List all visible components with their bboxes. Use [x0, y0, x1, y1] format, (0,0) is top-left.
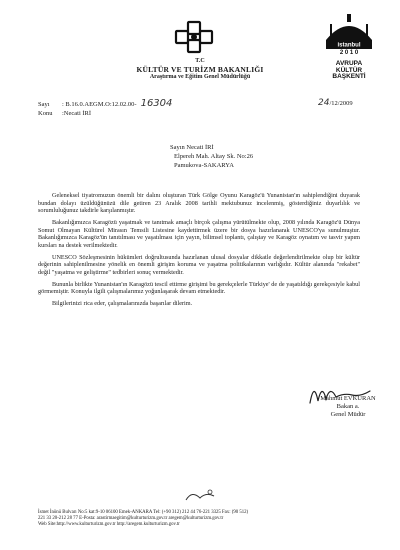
signatory-title-2: Genel Müdür: [330, 411, 366, 418]
body-paragraph: Bakanlığımızca Karagözü yaşatmak ve tanıtmak amaçlı birçok çalışma yürütülmekte olup, 2008 yılında Karagöz'ü Dünya Somut Olmayan Kültürel Mirasın Temsili Listesine kaydettirmek üzere bir dosya hazırlanarak UNESCO'ya sunulmuştur. Bakanlığımızca Karagöz'ün tanıtılması ve yaşatılması için yayın, bilimsel toplantı, çalıştay ve Karagöz oynatım ve tasvir yapım kursları na destek verilmektedir.: [38, 219, 360, 249]
ministry-name: KÜLTÜR VE TURİZM BAKANLIĞI: [136, 65, 264, 74]
date-rest: /12/2009: [329, 100, 353, 107]
body-paragraph: UNESCO Sözleşmesinin hükümleri doğrultusunda hazırlanan ulusal dosyalar dikkatle değerlendirilmekte olup bir kültür değerinin sahiplenilmesine yönelik en önemli girişim koruma ve yaşatma politikalarının varlığıdır. Kültür alanında "rekabet" değil "yaşatma ve geliştirme" tedbirleri sonuç vermektedir.: [38, 253, 360, 276]
recipient-block: [170, 143, 253, 170]
ministry-heading: [100, 58, 300, 81]
svg-text:istanbul: istanbul: [337, 42, 361, 49]
body-paragraph: Bununla birlikte Yunanistan'ın Karagözü tescil ettirme girişimi bu gerekçelerle Türkiye' de de yaşatıldığı gerekçesiyle kabul görmemiştir. Konuyla ilgili çalışmalarımız yoğunlaşarak devam etmektedir.: [38, 280, 360, 296]
department-name: Araştırma ve Eğitim Genel Müdürlüğü: [149, 74, 251, 80]
letter-footer: [38, 510, 368, 529]
tc-label: T.C: [195, 58, 205, 64]
recipient-address-2: Pamukova-SAKARYA: [174, 162, 234, 169]
signatory-title-1: Bakan a.: [336, 403, 360, 410]
sayi-value: : B.16.0.AEGM.O:12.02.00-: [62, 101, 137, 108]
letter-date: [318, 98, 353, 108]
date-handwritten: 24: [318, 98, 330, 108]
footer-address: İsmet İnönü Bulvarı No:5 kat:9-10 06100 Emek-ANKARA Tel: (+90 312) 212 44 76-221 3325 Fax: (90 512): [38, 510, 249, 515]
letter-body: [38, 192, 360, 312]
recipient-address-1: Elpereh Mah. Altay Sk. No:26: [174, 153, 254, 160]
reference-number: [38, 100, 172, 109]
logo-line-avrupa: AVRUPA: [335, 60, 363, 67]
konu-label: Konu: [38, 110, 53, 117]
signature-block: [308, 395, 388, 419]
recipient-salutation: Sayın Necati İRİ: [170, 144, 214, 151]
footer-web: Web Site:http://www.kulturturizm.gov.tr http://aregem.kulturturizm.gov.tr: [38, 522, 180, 528]
svg-text:2 0 1 0: 2 0 1 0: [339, 50, 359, 56]
istanbul-2010-emblem-icon: [320, 10, 378, 56]
konu-value: :Necati İRİ: [62, 110, 92, 117]
sayi-label: Sayı: [38, 101, 50, 108]
body-paragraph: Geleneksel tiyatromuzun önemli bir dalını oluşturan Türk Gölge Oyunu Karagöz'ü Yunanistan'ın sahiplendiğini duyarak bundan dolayı üzüldüğünüzü dile getiren 23 Aralık 2008 tarihli mektubunuz incelenmiş, gösterdiğiniz duyarlılık ve sorumluluğunuz takdirle karşılanmıştır.: [38, 192, 360, 215]
istanbul-2010-logo: [320, 10, 378, 81]
subject-line: [38, 110, 91, 118]
logo-line-baskenti: BAŞKENTİ: [332, 73, 366, 80]
logo-line-kultur: KÜLTÜR: [335, 66, 363, 74]
ministry-emblem-icon: [150, 20, 238, 56]
body-paragraph: Bilgilerinizi rica eder, çalışmalarınızda başarılar dilerim.: [52, 300, 193, 308]
turkiye-logo-icon: [180, 486, 220, 506]
footer-contact: 221 33 20-212 28 77 E-Posta: arastirmaegitim@kulturturizm.gov.tr aregem@kulturturizm.gov.tr: [38, 516, 224, 522]
signatory-name: Mahmut EVKURAN: [320, 395, 376, 402]
sayi-handwritten: 16304: [140, 98, 173, 109]
